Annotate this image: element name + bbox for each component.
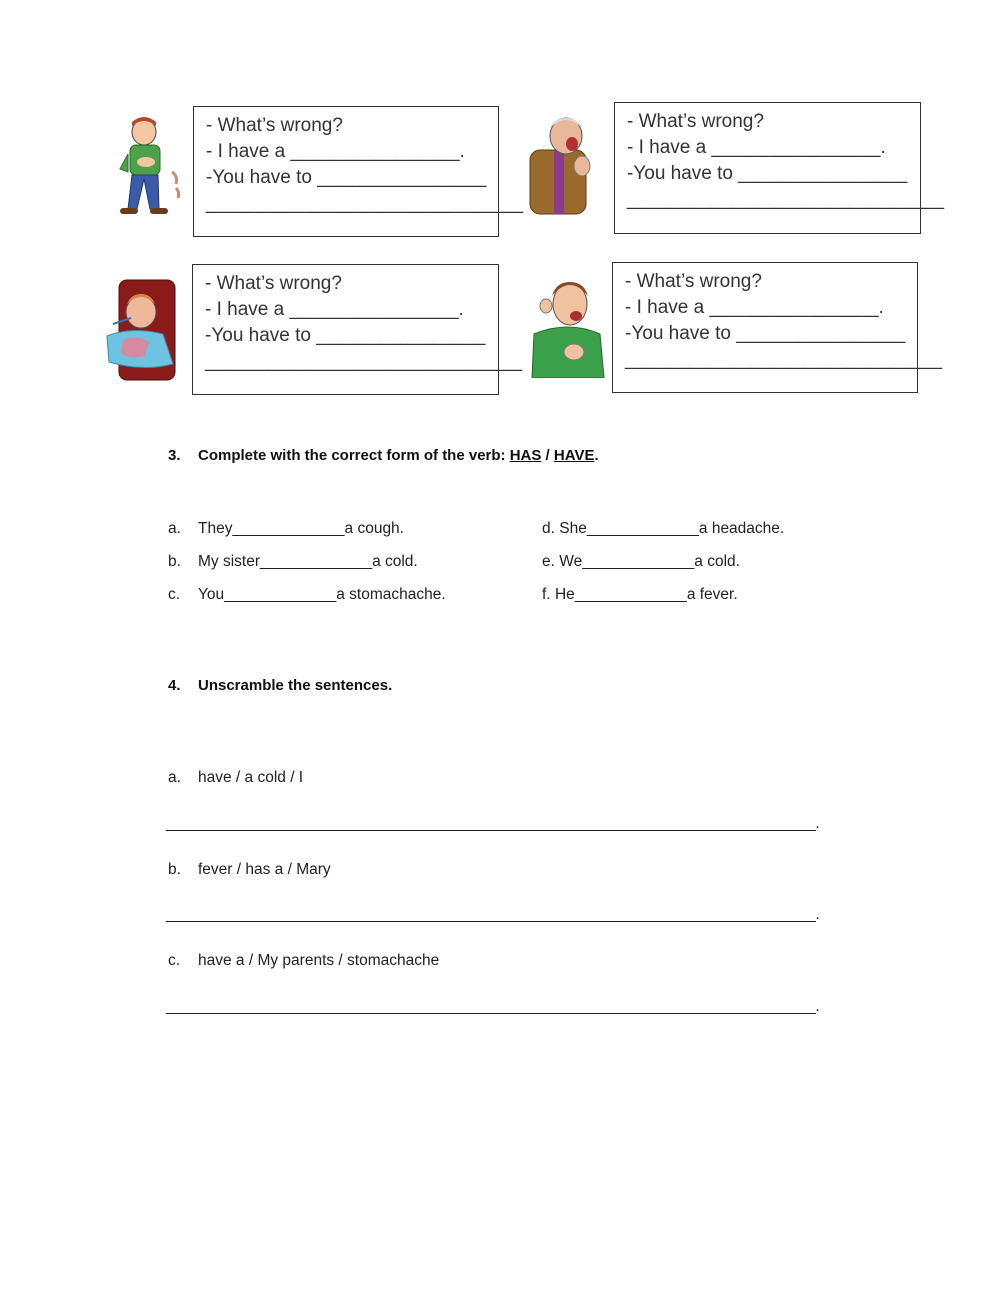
dialog-question: - What’s wrong? — [625, 271, 762, 292]
dialog-advice: -You have to ________________ — [206, 167, 487, 188]
section-number: 3. — [168, 447, 181, 464]
dialog-box-1 — [193, 106, 524, 237]
dialog-answer: - I have a ________________. — [205, 299, 464, 320]
dialog-question: - What’s wrong? — [627, 111, 764, 132]
item-letter: c. — [168, 586, 181, 603]
dialog-answer: - I have a ________________. — [625, 297, 884, 318]
dialog-answer: - I have a ________________. — [206, 141, 465, 162]
section-3-heading — [168, 447, 599, 464]
dialog-box-3 — [192, 264, 523, 395]
boy-stomachache-illustration — [106, 114, 186, 218]
have-keyword: HAVE — [553, 447, 595, 464]
item-text: have a / My parents / stomachache — [198, 952, 440, 969]
item-text: have / a cold / I — [198, 769, 304, 786]
section-4-heading — [168, 677, 392, 694]
dialog-box-4 — [612, 262, 943, 393]
scramble-item — [168, 769, 303, 787]
item-text: He_____________a fever. — [554, 586, 738, 603]
section-title: Complete with the correct form of the verb: — [198, 447, 510, 464]
exercise-item — [542, 553, 740, 571]
section-title: Unscramble the sentences. — [198, 677, 393, 694]
dialog-blank: ______________________________ — [206, 193, 524, 214]
item-text: We_____________a cold. — [559, 553, 740, 570]
scramble-item — [168, 952, 439, 970]
dialog-question: - What’s wrong? — [205, 273, 342, 294]
item-text: They_____________a cough. — [198, 520, 404, 537]
item-text: My sister_____________a cold. — [198, 553, 418, 570]
exercise-item — [168, 586, 446, 604]
dialog-box-2 — [614, 102, 945, 234]
separator: / — [541, 447, 554, 464]
item-letter: c. — [168, 952, 181, 969]
man-sneezing-illustration — [528, 274, 608, 378]
dialog-blank: ______________________________ — [205, 351, 523, 372]
dialog-answer: - I have a ________________. — [627, 137, 886, 158]
exercise-item — [542, 586, 738, 604]
item-text: You_____________a stomachache. — [198, 586, 446, 603]
item-letter: b. — [168, 861, 181, 878]
item-letter: d. — [542, 520, 555, 537]
sick-boy-in-bed-illustration — [103, 276, 181, 382]
dialog-advice: -You have to ________________ — [627, 163, 908, 184]
item-text: fever / has a / Mary — [198, 861, 331, 878]
exercise-item — [542, 520, 784, 538]
dialog-advice: -You have to ________________ — [205, 325, 486, 346]
has-keyword: HAS — [509, 447, 542, 464]
item-letter: f. — [542, 586, 551, 603]
old-man-cough-illustration — [528, 110, 608, 216]
exercise-item — [168, 553, 418, 571]
exercise-item — [168, 520, 404, 538]
answer-line: _______________________________________________________________________________. — [166, 815, 820, 832]
title-end: . — [594, 447, 599, 464]
item-letter: e. — [542, 553, 555, 570]
item-text: She_____________a headache. — [559, 520, 785, 537]
section-number: 4. — [168, 677, 181, 694]
item-letter: b. — [168, 553, 181, 570]
item-letter: a. — [168, 520, 181, 537]
scramble-item — [168, 861, 331, 879]
answer-line: _______________________________________________________________________________. — [166, 906, 820, 923]
dialog-question: - What’s wrong? — [206, 115, 343, 136]
dialog-blank: ______________________________ — [625, 349, 943, 370]
dialog-blank: ______________________________ — [627, 189, 945, 210]
item-letter: a. — [168, 769, 181, 786]
answer-line: _______________________________________________________________________________. — [166, 998, 820, 1015]
dialog-advice: -You have to ________________ — [625, 323, 906, 344]
